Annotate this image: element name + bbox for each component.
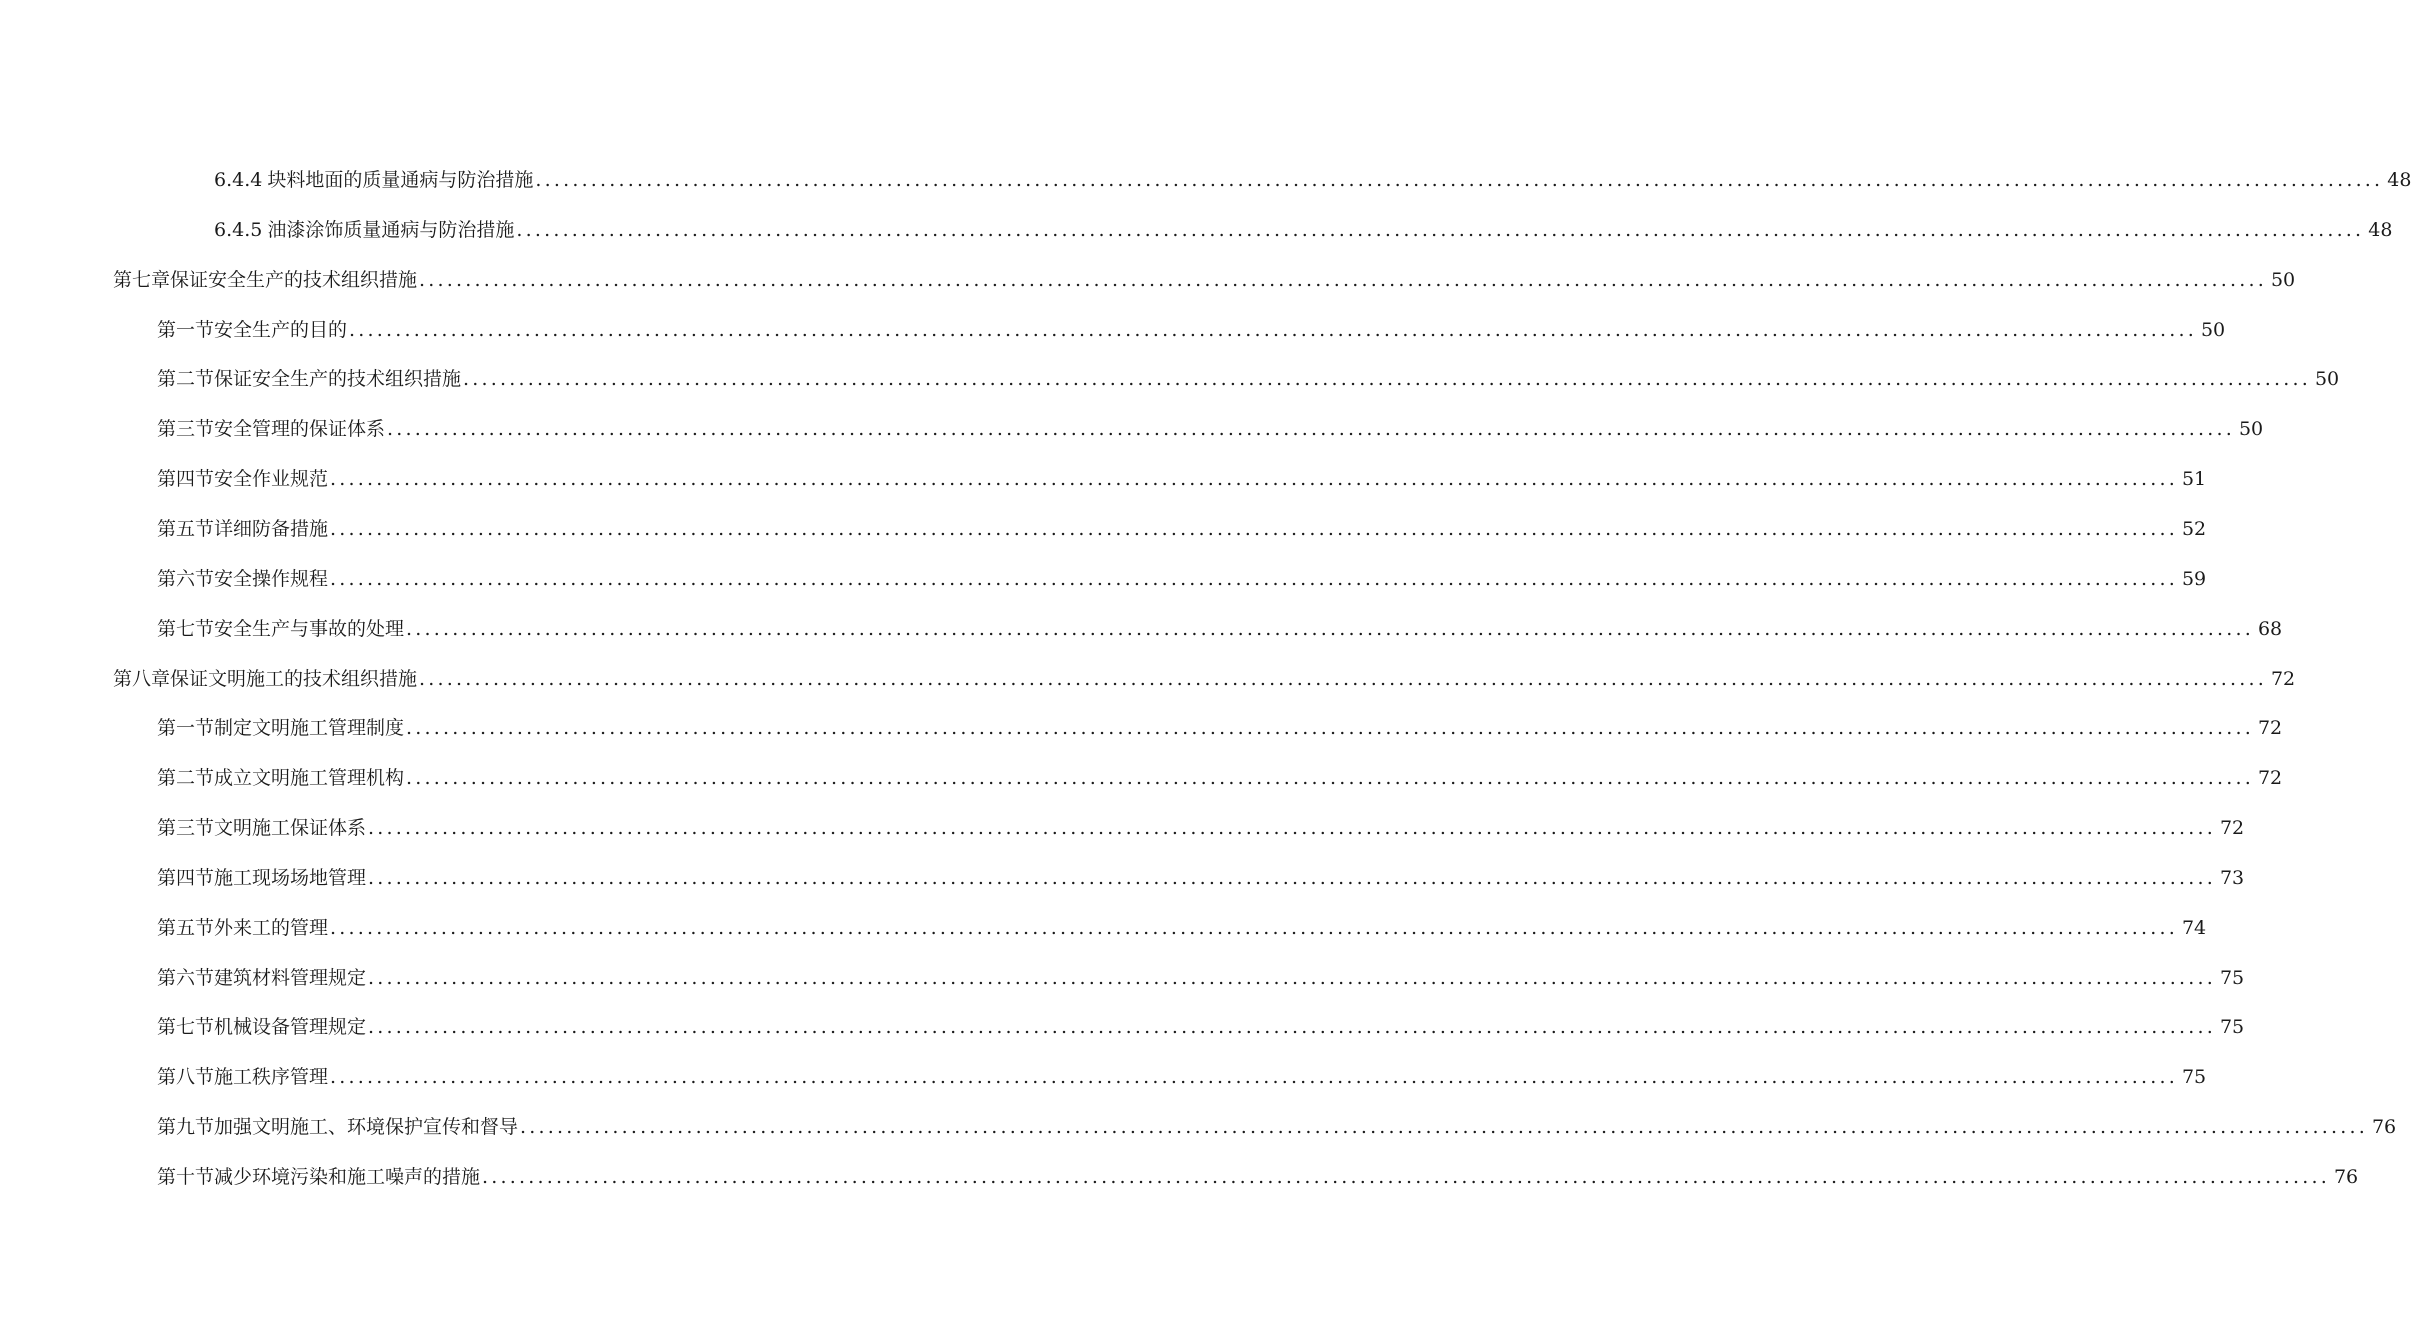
toc-entry-page-number: 50	[2270, 269, 2296, 291]
toc-dot-leader: ........................................................................................................................................................................................................	[330, 518, 2178, 540]
toc-entry-title: 制定文明施工管理制度	[214, 717, 405, 739]
toc-entry[interactable]	[157, 708, 2283, 740]
toc-entry-number: 第七节	[157, 618, 215, 640]
toc-entry-number: 第五节	[157, 518, 215, 540]
toc-dot-leader: ........................................................................................................................................................................................................	[330, 568, 2178, 590]
toc-dot-leader: ........................................................................................................................................................................................................	[368, 867, 2216, 889]
toc-entry[interactable]	[157, 409, 2264, 441]
toc-entry-title: 安全生产的目的	[214, 319, 348, 341]
toc-entry-title: 详细防备措施	[214, 518, 329, 540]
toc-entry-number: 第八节	[157, 1066, 215, 1088]
toc-entry-number: 第四节	[157, 867, 215, 889]
toc-entry-page-number: 68	[2257, 618, 2283, 640]
toc-entry[interactable]	[157, 609, 2283, 641]
toc-dot-leader: ........................................................................................................................................................................................................	[482, 1166, 2330, 1188]
toc-entry-number: 第一节	[157, 717, 215, 739]
toc-entry-title: 建筑材料管理规定	[214, 967, 367, 989]
toc-entry-number: 第三节	[157, 817, 215, 839]
toc-entry[interactable]	[157, 908, 2207, 940]
toc-dot-leader: ........................................................................................................................................................................................................	[419, 269, 2267, 291]
toc-entry-page-number: 76	[2333, 1166, 2359, 1188]
toc-entry-number: 6.4.4	[214, 169, 263, 191]
toc-entry-number: 第六节	[157, 568, 215, 590]
toc-entry-page-number: 50	[2314, 368, 2340, 390]
toc-dot-leader: ........................................................................................................................................................................................................	[368, 967, 2216, 989]
toc-dot-leader: ........................................................................................................................................................................................................	[406, 767, 2254, 789]
toc-entry-page-number: 72	[2257, 717, 2283, 739]
toc-entry-number: 第二节	[157, 767, 215, 789]
toc-entry-page-number: 52	[2181, 518, 2207, 540]
toc-entry-title: 安全生产与事故的处理	[214, 618, 405, 640]
toc-entry-number: 第六节	[157, 967, 215, 989]
toc-entry-title: 油漆涂饰质量通病与防治措施	[267, 219, 515, 241]
toc-dot-leader: ........................................................................................................................................................................................................	[463, 368, 2311, 390]
toc-dot-leader: ........................................................................................................................................................................................................	[516, 219, 2365, 241]
toc-entry-page-number: 72	[2270, 668, 2296, 690]
toc-entry-page-number: 51	[2181, 468, 2207, 490]
toc-entry-page-number: 76	[2371, 1116, 2397, 1138]
toc-entry[interactable]	[214, 160, 2411, 192]
toc-entry[interactable]	[157, 758, 2283, 790]
toc-dot-leader: ........................................................................................................................................................................................................	[330, 468, 2178, 490]
toc-entry-title: 外来工的管理	[214, 917, 329, 939]
toc-dot-leader: ........................................................................................................................................................................................................	[535, 169, 2384, 191]
toc-entry-title: 安全操作规程	[214, 568, 329, 590]
toc-entry-title: 成立文明施工管理机构	[214, 767, 405, 789]
toc-entry-number: 第一节	[157, 319, 215, 341]
toc-entry-page-number: 50	[2200, 319, 2226, 341]
toc-dot-leader: ........................................................................................................................................................................................................	[406, 717, 2254, 739]
toc-entry-title: 保证安全生产的技术组织措施	[214, 368, 462, 390]
toc-dot-leader: ........................................................................................................................................................................................................	[368, 817, 2216, 839]
toc-entry-page-number: 72	[2257, 767, 2283, 789]
toc-entry-title: 文明施工保证体系	[214, 817, 367, 839]
toc-dot-leader: ........................................................................................................................................................................................................	[387, 418, 2235, 440]
toc-entry[interactable]	[214, 210, 2393, 242]
toc-entry-page-number: 73	[2219, 867, 2245, 889]
toc-entry-page-number: 75	[2219, 1016, 2245, 1038]
toc-entry[interactable]	[157, 1057, 2207, 1089]
toc-entry[interactable]	[157, 509, 2207, 541]
toc-entry-page-number: 75	[2219, 967, 2245, 989]
toc-entry[interactable]	[157, 808, 2245, 840]
toc-entry[interactable]	[157, 958, 2245, 990]
toc-dot-leader: ........................................................................................................................................................................................................	[349, 319, 2197, 341]
toc-entry-title: 保证文明施工的技术组织措施	[170, 668, 418, 690]
toc-entry-title: 施工秩序管理	[214, 1066, 329, 1088]
toc-entry-number: 6.4.5	[214, 219, 263, 241]
toc-entry-title: 安全管理的保证体系	[214, 418, 386, 440]
toc-entry[interactable]	[113, 260, 2296, 292]
toc-entry[interactable]	[157, 1107, 2397, 1139]
toc-entry-page-number: 48	[2368, 219, 2393, 241]
toc-dot-leader: ........................................................................................................................................................................................................	[368, 1016, 2216, 1038]
toc-entry[interactable]	[157, 459, 2207, 491]
toc-entry-number: 第二节	[157, 368, 215, 390]
toc-entry-page-number: 75	[2181, 1066, 2207, 1088]
toc-entry-title: 块料地面的质量通病与防治措施	[267, 169, 534, 191]
toc-entry-number: 第十节	[157, 1166, 215, 1188]
toc-entry-title: 保证安全生产的技术组织措施	[170, 269, 418, 291]
toc-entry-page-number: 50	[2238, 418, 2264, 440]
toc-entry-number: 第八章	[113, 668, 171, 690]
toc-entry[interactable]	[157, 310, 2226, 342]
toc-entry-title: 施工现场场地管理	[214, 867, 367, 889]
toc-dot-leader: ........................................................................................................................................................................................................	[406, 618, 2254, 640]
toc-dot-leader: ........................................................................................................................................................................................................	[330, 917, 2178, 939]
toc-entry-title: 加强文明施工、环境保护宣传和督导	[214, 1116, 519, 1138]
toc-entry[interactable]	[157, 359, 2340, 391]
toc-entry-number: 第四节	[157, 468, 215, 490]
toc-entry-number: 第九节	[157, 1116, 215, 1138]
toc-entry-title: 安全作业规范	[214, 468, 329, 490]
toc-entry-page-number: 48	[2387, 169, 2411, 191]
toc-entry-page-number: 74	[2181, 917, 2207, 939]
toc-entry-number: 第七章	[113, 269, 171, 291]
toc-entry[interactable]	[157, 1157, 2359, 1189]
toc-entry-title: 减少环境污染和施工噪声的措施	[214, 1166, 481, 1188]
toc-entry[interactable]	[157, 559, 2207, 591]
toc-entry[interactable]	[113, 659, 2296, 691]
toc-entry[interactable]	[157, 1007, 2245, 1039]
toc-entry[interactable]	[157, 858, 2245, 890]
toc-dot-leader: ........................................................................................................................................................................................................	[419, 668, 2267, 690]
toc-entry-title: 机械设备管理规定	[214, 1016, 367, 1038]
toc-entry-number: 第七节	[157, 1016, 215, 1038]
toc-entry-number: 第五节	[157, 917, 215, 939]
toc-entry-page-number: 72	[2219, 817, 2245, 839]
toc-entry-number: 第三节	[157, 418, 215, 440]
toc-dot-leader: ........................................................................................................................................................................................................	[330, 1066, 2178, 1088]
toc-dot-leader: ........................................................................................................................................................................................................	[520, 1116, 2368, 1138]
toc-entry-page-number: 59	[2181, 568, 2207, 590]
